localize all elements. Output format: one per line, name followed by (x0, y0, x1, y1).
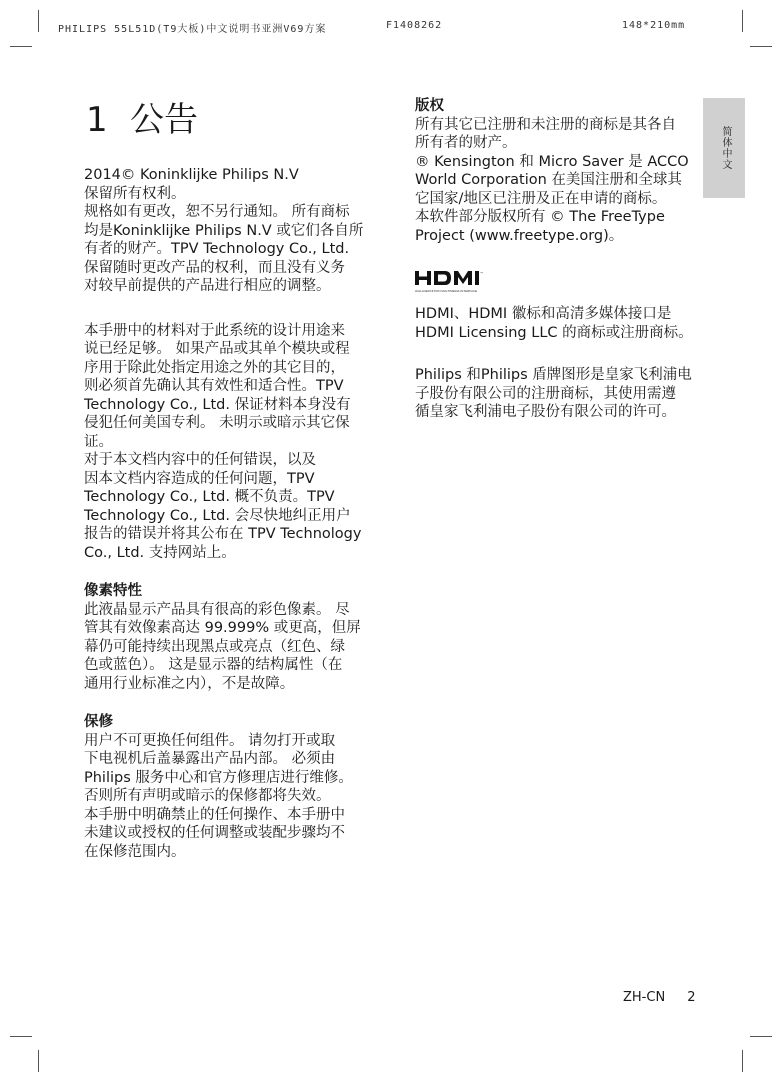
text-line: 本手册中的材料对于此系统的设计用途来 (84, 322, 345, 339)
text-line: 侵犯任何美国专利。 未明示或暗示其它保 (84, 415, 350, 431)
text-line: 否则所有声明或暗示的保修都将失效。 (84, 788, 331, 804)
svg-text:HIGH-DEFINITION MULTIMEDIA INT: HIGH-DEFINITION MULTIMEDIA INTERFACE (415, 289, 478, 293)
text-line: 它国家/地区已注册及正在申请的商标。 (415, 190, 667, 207)
chapter-number: 1 (86, 100, 108, 140)
hdmi-logo (415, 270, 505, 300)
svg-text:™: ™ (480, 271, 483, 275)
text-line: 本软件部分版权所有 © The FreeType (415, 209, 665, 225)
text-line: 在保修范围内。 (84, 843, 186, 860)
warranty-heading: 保修 (84, 714, 113, 730)
materials-notice (84, 322, 384, 563)
text-line: 报告的错误并将其公布在 TPV Technology (84, 526, 362, 542)
text-line: 此液晶显示产品具有很高的彩色像素。 尽 (84, 601, 350, 618)
text-line: 所有者的财产。 (415, 135, 517, 151)
text-line: 对于本文档内容中的任何错误，以及 (84, 452, 316, 468)
text-line: 通用行业标准之内），不是故障。 (84, 675, 295, 692)
text-line: 序用于除此处指定用途之外的其它目的， (84, 359, 345, 376)
text-line: 说已经足够。 如果产品或其单个模块或程 (84, 341, 350, 357)
crop-mark-tr-v (742, 10, 743, 32)
text-line: 管其有效像素高达 99.999% 或更高，但屏 (84, 620, 361, 636)
text-line: Technology Co., Ltd. 会尽快地纠正用户 (84, 507, 351, 524)
crop-mark-bl-v (38, 1050, 39, 1072)
language-tab-label: 简体中文 (720, 126, 731, 170)
right-column (415, 97, 707, 245)
text-line: 未建议或授权的任何调整或装配步骤均不 (84, 825, 345, 841)
page-title (86, 92, 198, 141)
text-line: 幕仍可能持续出现黑点或亮点（红色、绿 (84, 638, 345, 655)
page-number: 2 (687, 990, 696, 1005)
text-line: 有者的财产。TPV Technology Co., Ltd. (84, 241, 350, 257)
text-line: 则必须首先确认其有效性和适合性。TPV (84, 378, 344, 394)
header-doc-info: PHILIPS 55L51D(T9大板)中文说明书亚洲V69方案 (58, 24, 327, 35)
text-line: 用户不可更换任何组件。 请勿打开或取 (84, 732, 336, 749)
chapter-title: 公告 (130, 100, 198, 140)
text-line: Project (www.freetype.org)。 (415, 227, 624, 244)
text-line: 保留所有权利。 (84, 185, 186, 202)
footer-language: ZH-CN (623, 990, 666, 1005)
text-line: 保留随时更改产品的权利，而且没有义务 (84, 259, 345, 276)
pixel-heading: 像素特性 (84, 583, 142, 599)
text-line: 因本文档内容造成的任何问题，TPV (84, 470, 315, 487)
text-line: 2014© Koninklijke Philips N.V (84, 167, 299, 183)
trademark-notice (415, 116, 707, 246)
crop-mark-tl-h (10, 46, 32, 47)
text-line: 循皇家飞利浦电子股份有限公司的许可。 (415, 404, 676, 420)
crop-mark-tr-h (750, 46, 772, 47)
warranty-notice (84, 732, 384, 862)
text-line: HDMI Licensing LLC 的商标或注册商标。 (415, 324, 693, 341)
text-line: Technology Co., Ltd. 概不负责。TPV (84, 489, 335, 505)
text-line: HDMI、HDMI 徽标和高清多媒体接口是 (415, 306, 672, 322)
text-line: ® Kensington 和 Micro Saver 是 ACCO (415, 153, 689, 170)
language-tab (703, 98, 745, 198)
text-line: Technology Co., Ltd. 保证材料本身没有 (84, 396, 351, 413)
text-line: 下电视机后盖暴露出产品内部。 必须由 (84, 751, 336, 767)
text-line: 子股份有限公司的注册商标，其使用需遵 (415, 385, 676, 402)
copyright-notice (84, 166, 384, 296)
text-line: 所有其它已注册和未注册的商标是其各自 (415, 116, 676, 133)
text-line: Philips 和Philips 盾牌图形是皇家飞利浦电 (415, 367, 692, 383)
text-line: World Corporation 在美国注册和全球其 (415, 172, 682, 188)
copyright-heading: 版权 (415, 98, 444, 114)
text-line: 色或蓝色）。 这是显示器的结构属性（在 (84, 657, 343, 673)
crop-mark-tl-v (38, 10, 39, 32)
text-line: Co., Ltd. 支持网站上。 (84, 544, 236, 561)
text-line: 本手册中明确禁止的任何操作、本手册中 (84, 806, 345, 823)
crop-mark-bl-h (10, 1036, 32, 1037)
hdmi-notice (415, 305, 707, 342)
text-line: Philips 服务中心和官方修理店进行维修。 (84, 769, 353, 786)
text-line: 对较早前提供的产品进行相应的调整。 (84, 278, 331, 294)
text-line: 规格如有更改，恕不另行通知。 所有商标 (84, 204, 350, 220)
philips-notice (415, 366, 707, 422)
page-footer (623, 990, 695, 1005)
right-column-lower (415, 305, 707, 422)
text-line: 证。 (84, 433, 113, 450)
text-line: 均是Koninklijke Philips N.V 或它们各自所 (84, 222, 364, 239)
hdmi-logo-graphic (415, 270, 505, 296)
header-size: 148*210mm (622, 20, 686, 31)
pixel-notice (84, 601, 384, 694)
crop-mark-br-h (750, 1036, 772, 1037)
header-code: F1408262 (386, 20, 443, 31)
left-column (84, 166, 384, 861)
crop-mark-br-v (742, 1050, 743, 1072)
